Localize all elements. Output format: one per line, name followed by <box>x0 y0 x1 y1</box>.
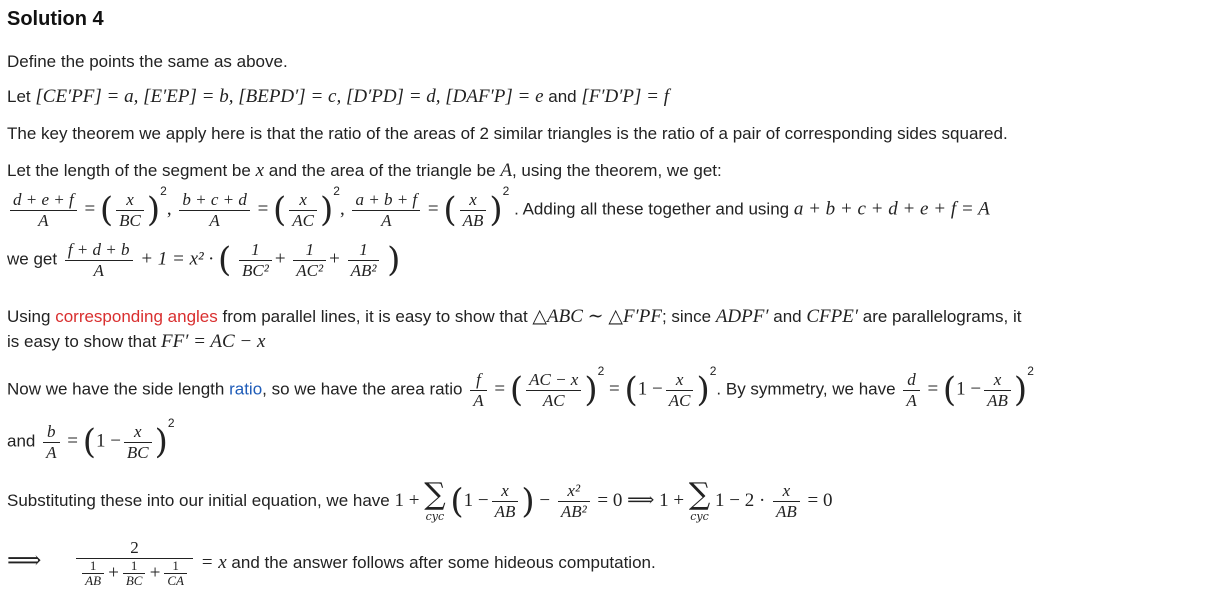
corresponding-angles-link[interactable]: corresponding angles <box>55 307 218 326</box>
b-ratio-equation: and $\frac{b}{A}$ = (1 − $\frac{x}{BC}$ )$^2$ <box>7 416 175 463</box>
sum-symbol-2: ∑ cyc <box>688 477 711 523</box>
ff-length-text: is easy to show that FF′ = AC − x <box>7 331 266 352</box>
sum-equation: we get $\frac{f + d + b}{A}$ + 1 = x² · ( $\frac{1}{\text{BC²}}$ + $\frac{1}{\text{AC²}}$ + $\frac{1}{\text{AB²}}$ ) <box>7 240 401 281</box>
substitution-equation: Substituting these into our initial equation, we have 1 + ∑ cyc (1 − $\frac{x}{AB}$ ) − $\frac{\text{x²}}{\text{AB²}}$ = 0 ⟹ 1 + ∑ cyc 1 − 2 · $\frac{x}{AB}$ = 0 <box>7 477 833 523</box>
key-theorem-text: The key theorem we apply here is that the ratio of the areas of 2 similar triangles is the ratio of a pair of corresponding sides squared. <box>7 124 1008 143</box>
solution-heading: Solution 4 <box>7 8 104 30</box>
define-points-text: Define the points the same as above. <box>7 52 288 71</box>
segment-length-text: Let the length of the segment be x and the area of the triangle be A, using the theorem, we get: <box>7 160 722 181</box>
parallel-lines-text: Using corresponding angles from parallel lines, it is easy to show that △ABC ∼ △F′PF; since ADPF′ and CFPE′ are parallelograms, it <box>7 306 1022 327</box>
similar-area-equations: $\frac{d + e + f}{A}$ = ( $\frac{x}{BC}$ )$^2$, $\frac{b + c + d}{A}$ = ( $\frac{x}{AC}$ )$^2$, $\frac{a + b + f}{A}$ = ( $\frac{x}{AB}$ )$^2$ . Adding all these together and using a + b + c + d + e + f = A <box>7 190 990 230</box>
ratio-link[interactable]: ratio <box>229 379 263 399</box>
sum-symbol: ∑ cyc <box>424 477 446 523</box>
area-ratio-equations: Now we have the side length ratio, so we have the area ratio $\frac{f}{A}$ = ( $\frac{AC - x}{AC}$ )$^2$ = (1 − $\frac{x}{AC}$ )$^2$. By symmetry, we have $\frac{d}{A}$ = (1 − $\frac{x}{AB}$ )$^2$ <box>7 364 1034 411</box>
area-definitions: Let [CE′PF] = a, [E′EP] = b, [BEPD′] = c, [D′PD] = d, [DAF′P] = e and [F′D′P] = f <box>7 86 669 107</box>
final-equation: ⟹ 2 $\frac{1}{AB}$ + $\frac{1}{BC}$ + $\frac{1}{CA}$ = x and the answer follows after some hideous computation. <box>7 538 656 589</box>
